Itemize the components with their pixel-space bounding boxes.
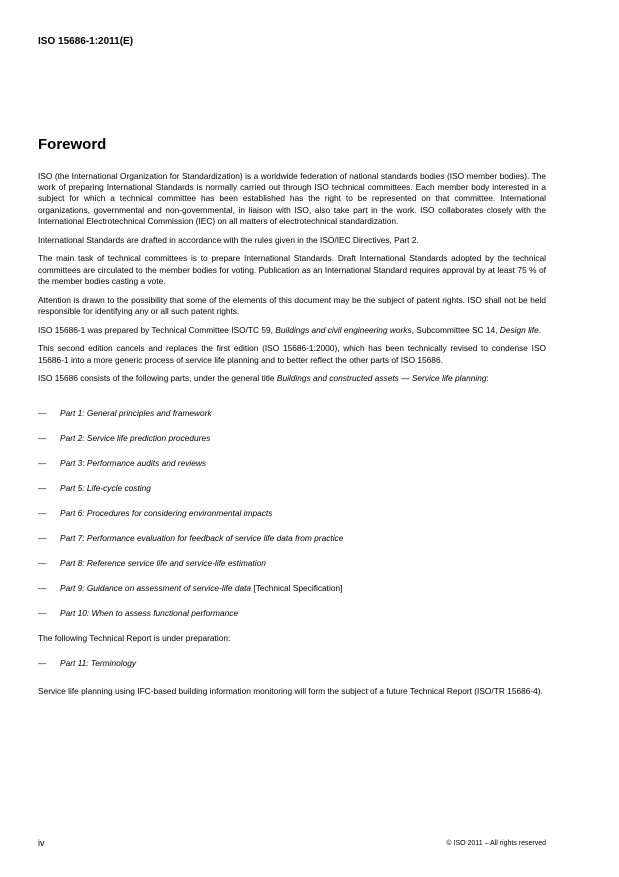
list-item — [38, 533, 546, 544]
part-title: Part 6: Procedures for considering environmental impacts — [60, 507, 273, 518]
parts-intro-text-c: : — [486, 373, 489, 384]
list-item — [38, 458, 546, 469]
paragraph-patent-rights: Attention is drawn to the possibility that some of the elements of this document may be the subject of patent rights. ISO shall not be held responsible for identifying any or all such patent rights. — [38, 294, 546, 316]
part-title: Part 2: Service life prediction procedures — [60, 432, 211, 443]
dash-bullet: — — [38, 657, 47, 668]
foreword-body — [38, 171, 546, 705]
paragraph-prepared-by — [38, 325, 546, 336]
dash-bullet: — — [38, 583, 47, 594]
parts-intro-text-a: ISO 15686 consists of the following parts, under the general title — [38, 373, 277, 384]
dash-bullet: — — [38, 558, 47, 569]
paragraph-edition-note: This second edition cancels and replaces the first edition (ISO 15686-1:2000), which has been technically revised to condense ISO 15686-1 into a more generic process of service life planning and to better reflect the other parts of ISO 15686. — [38, 343, 546, 365]
part-title: Part 10: When to assess functional performance — [60, 608, 239, 619]
paragraph-technical-committees: The main task of technical committees is to prepare International Standards. Draft International Standards adopted by the technical committees are circulated to the member bodies for voting. Publication as an International Standard requires approval by at least 75 % of the member bodies casting a vote. — [38, 253, 546, 286]
copyright-notice: © ISO 2011 – All rights reserved — [446, 840, 546, 847]
list-item — [38, 508, 546, 519]
part-title: Part 3: Performance audits and reviews — [60, 457, 207, 468]
part-title: Part 5: Life-cycle costing — [60, 482, 151, 493]
paragraph-iso-description: ISO (the International Organization for Standardization) is a worldwide federation of national standards bodies (ISO member bodies). The work of preparing International Standards is normally carried out through ISO technical committees. Each member body interested in a subject for which a technical committee has been established has the right to be represented on that committee. International organizations, governmental and non-governmental, in liaison with ISO, also take part in the work. ISO collaborates closely with the International Electrotechnical Commission (IEC) on all matters of electrotechnical standardization. — [38, 171, 546, 226]
list-item — [38, 583, 546, 594]
list-item — [38, 483, 546, 494]
prepared-by-text-c: , Subcommittee SC 14, — [411, 324, 500, 335]
prepared-by-text-e: . — [538, 324, 542, 335]
committee-title: Buildings and civil engineering works — [275, 324, 412, 335]
dash-bullet: — — [38, 407, 47, 418]
dash-bullet: — — [38, 457, 47, 468]
part-title: Part 1: General principles and framework — [60, 407, 212, 418]
prepared-by-text-a: ISO 15686-1 was prepared by Technical Committee ISO/TC 59, — [38, 324, 276, 335]
part-title: Part 7: Performance evaluation for feedback of service life data from practice — [60, 533, 344, 543]
list-item — [38, 408, 546, 419]
part-title: Part 9: Guidance on assessment of service-life data — [60, 583, 252, 594]
dash-bullet: — — [38, 608, 47, 619]
subcommittee-title: Design life — [499, 324, 539, 335]
document-id-header: ISO 15686-1:2011(E) — [38, 36, 134, 47]
part-title: Part 8: Reference service life and service-life estimation — [60, 558, 266, 569]
dash-bullet: — — [38, 533, 47, 543]
paragraph-future-report: Service life planning using IFC-based building information monitoring will form the subject of a future Technical Report (ISO/TR 15686-4). — [38, 685, 543, 696]
parts-list — [38, 408, 546, 620]
technical-report-list — [38, 658, 546, 669]
paragraph-parts-intro — [38, 373, 546, 384]
list-item — [38, 558, 546, 569]
list-item — [38, 433, 546, 444]
page-title: Foreword — [38, 136, 107, 153]
paragraph-drafting-rules: International Standards are drafted in accordance with the rules given in the ISO/IEC Directives, Part 2. — [38, 234, 419, 245]
general-title: Buildings and constructed assets — Service life planning — [276, 373, 487, 384]
page-number: iv — [38, 838, 45, 848]
paragraph-tr-intro: The following Technical Report is under preparation: — [38, 633, 231, 644]
dash-bullet: — — [38, 482, 47, 493]
list-item — [38, 658, 546, 669]
part-note: [Technical Specification] — [251, 583, 343, 594]
list-item — [38, 608, 546, 619]
part-title: Part 11: Terminology — [60, 657, 137, 668]
dash-bullet: — — [38, 507, 47, 518]
dash-bullet: — — [38, 432, 47, 443]
